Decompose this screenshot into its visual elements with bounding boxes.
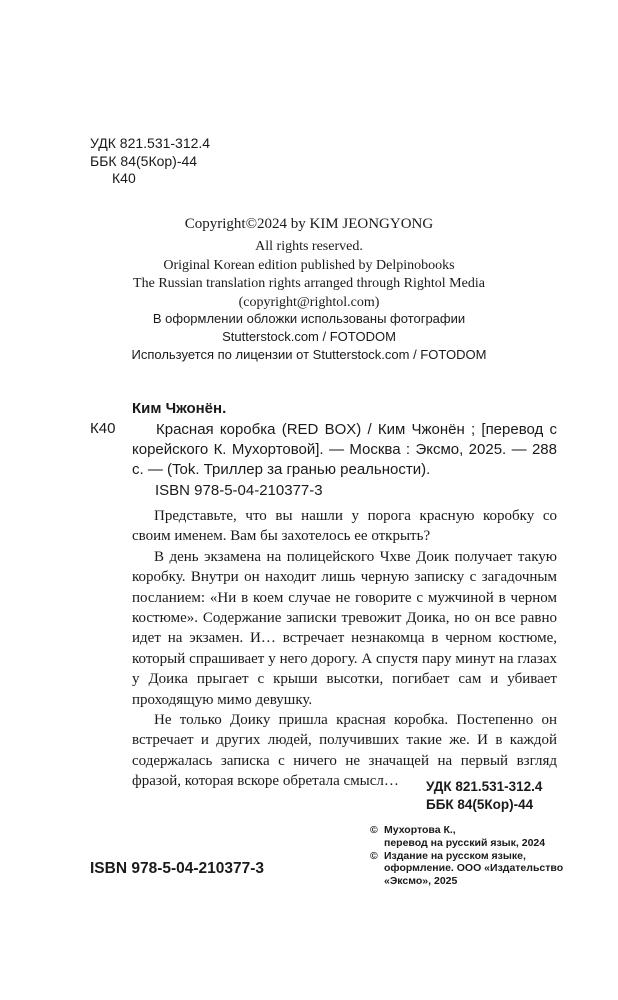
annotation-paragraph: Не только Доику пришла красная коробка. Постепенно он встречает и других людей, получивших такие же. И в каждой содержалась записка с ничего не значащей на первый взгляд фразой, которая вскоре обретала смысл… <box>132 712 557 790</box>
copyright-symbol: © <box>370 824 378 836</box>
photo-credit-line: Stutterstock.com / FOTODOM <box>222 329 396 344</box>
udk-code: УДК 821.531-312.4 <box>90 135 211 151</box>
copyright-notices <box>370 824 563 888</box>
copyright-symbol: © <box>370 849 378 862</box>
copyright-notice <box>370 824 563 850</box>
rights-line: Original Korean edition published by Delpinobooks <box>163 257 455 273</box>
photo-credit-line: В оформлении обложки использованы фотографии <box>152 311 466 326</box>
rights-line: All rights reserved. <box>255 239 363 254</box>
annotation-paragraph: В день экзамена на полицейского Чхве Доик получает такую коробку. Внутри он находит лишь черную записку с загадочным посланием: «Ни в коем случае не говорите с мужчиной в черном костюме». Содержание записки тревожит Доика, но он все равно идет на экзамен. И… встречает незнакомца в черном костюме, который спрашивает у него дорогу. А спустя пару минут на глазах у Доика прыгает с крыши высотки, погибает сам и убивает проходящую мимо девушку. <box>132 548 557 708</box>
catalog-author: Ким Чжонён. <box>132 400 227 417</box>
catalog-code: К40 <box>90 420 116 437</box>
photo-credits <box>0 310 618 364</box>
annotation-paragraph: Представьте, что вы нашли у порога красную коробку со своим именем. Вам бы захотелось ее открыть? <box>132 508 557 545</box>
udk-code: УДК 821.531-312.4 <box>426 779 543 794</box>
rights-block <box>0 238 618 312</box>
isbn-bottom: ISBN 978-5-04-210377-3 <box>90 860 265 877</box>
rights-line: (copyright@rightol.com) <box>238 294 380 310</box>
copyright-notice-line: оформление. ООО «Издательство <box>384 862 564 875</box>
udk-block-top <box>90 135 210 188</box>
copyright-notice-line: перевод на русский язык, 2024 <box>384 836 546 849</box>
catalog-entry <box>132 420 557 480</box>
catalog-entry-text: Красная коробка (RED BOX) / Ким Чжонён ; [перевод с корейского К. Мухортовой]. — Москва : Эксмо, 2025. — 288 с. — (Tok. Триллер за гранью реальности). <box>132 421 557 478</box>
bbk-code: ББК 84(5Кор)-44 <box>90 152 198 169</box>
udk-block-bottom <box>426 778 542 814</box>
author-mark: К40 <box>112 170 136 186</box>
copyright-notice-line: «Эксмо», 2025 <box>384 875 458 888</box>
copyright-notice-line: Мухортова К., <box>384 824 456 836</box>
copyright-notice-line: Издание на русском языке, <box>384 849 526 862</box>
annotation <box>132 506 557 792</box>
photo-credit-line: Используется по лицензии от Stutterstock.com / FOTODOM <box>131 347 487 362</box>
rights-line: The Russian translation rights arranged through Rightol Media <box>133 276 485 291</box>
catalog-isbn: ISBN 978-5-04-210377-3 <box>155 482 323 499</box>
copyright-notice <box>370 850 563 888</box>
bbk-code: ББК 84(5Кор)-44 <box>426 797 534 812</box>
copyright-line: Copyright©2024 by KIM JEONGYONG <box>184 216 434 232</box>
